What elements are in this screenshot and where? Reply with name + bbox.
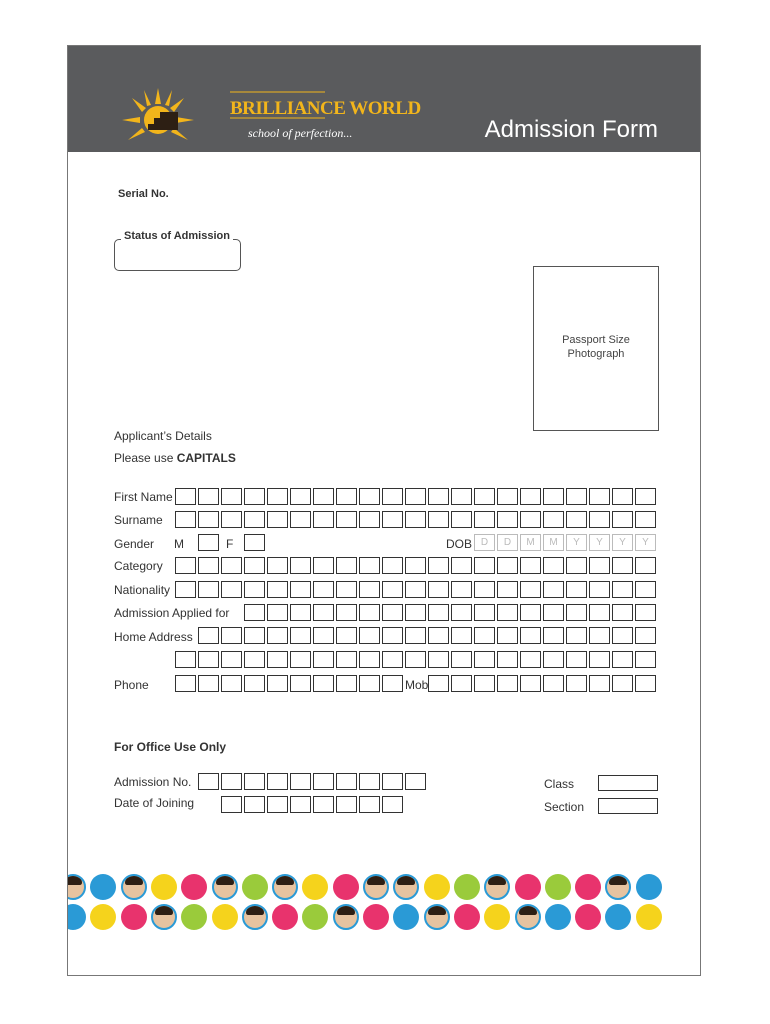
char-box[interactable] xyxy=(336,796,357,813)
char-box[interactable] xyxy=(313,651,334,668)
char-box[interactable] xyxy=(497,627,518,644)
char-box[interactable] xyxy=(589,557,610,574)
char-box[interactable] xyxy=(382,557,403,574)
char-box[interactable] xyxy=(359,796,380,813)
char-box[interactable] xyxy=(474,604,495,621)
child-face-icon xyxy=(272,874,298,900)
color-dot xyxy=(484,904,510,930)
char-box[interactable] xyxy=(382,488,403,505)
char-box[interactable] xyxy=(635,511,656,528)
date-of-joining-label: Date of Joining xyxy=(114,796,195,810)
capitals-text: CAPITALS xyxy=(176,451,236,465)
color-dot xyxy=(605,904,631,930)
office-use-heading: For Office Use Only xyxy=(114,740,227,754)
char-box[interactable] xyxy=(244,534,265,551)
mob-boxes[interactable] xyxy=(428,675,658,692)
color-dot xyxy=(90,874,116,900)
char-box[interactable] xyxy=(198,581,219,598)
char-box[interactable] xyxy=(290,511,311,528)
char-box[interactable] xyxy=(175,675,196,692)
char-box[interactable] xyxy=(635,557,656,574)
child-face-icon xyxy=(393,874,419,900)
char-box[interactable] xyxy=(543,675,564,692)
char-box[interactable] xyxy=(290,604,311,621)
char-box[interactable] xyxy=(566,675,587,692)
char-box[interactable] xyxy=(336,557,357,574)
char-box[interactable] xyxy=(267,627,288,644)
char-box[interactable] xyxy=(290,627,311,644)
char-box[interactable] xyxy=(428,627,449,644)
first-name-boxes[interactable] xyxy=(175,488,658,505)
char-box[interactable] xyxy=(382,773,403,790)
char-box[interactable] xyxy=(336,581,357,598)
char-box[interactable] xyxy=(428,675,449,692)
char-box[interactable] xyxy=(359,581,380,598)
char-box[interactable] xyxy=(451,581,472,598)
char-box[interactable] xyxy=(313,627,334,644)
char-box[interactable] xyxy=(612,488,633,505)
char-box[interactable] xyxy=(520,675,541,692)
char-box[interactable] xyxy=(520,511,541,528)
color-dot xyxy=(181,904,207,930)
char-box[interactable] xyxy=(451,627,472,644)
admission-form-page xyxy=(67,45,701,976)
char-box[interactable] xyxy=(543,488,564,505)
char-box[interactable] xyxy=(612,511,633,528)
char-box[interactable] xyxy=(336,651,357,668)
char-box[interactable] xyxy=(612,627,633,644)
form-header xyxy=(68,46,700,152)
char-box[interactable] xyxy=(382,604,403,621)
char-box[interactable] xyxy=(428,488,449,505)
char-box[interactable] xyxy=(336,627,357,644)
char-box[interactable] xyxy=(589,488,610,505)
class-field[interactable] xyxy=(598,775,658,791)
char-box[interactable] xyxy=(451,675,472,692)
dob-char-box[interactable]: D xyxy=(497,534,518,551)
char-box[interactable] xyxy=(359,488,380,505)
char-box[interactable] xyxy=(290,773,311,790)
nationality-label: Nationality xyxy=(114,583,171,597)
char-box[interactable] xyxy=(221,773,242,790)
section-field[interactable] xyxy=(598,798,658,814)
char-box[interactable] xyxy=(451,511,472,528)
char-box[interactable] xyxy=(198,557,219,574)
color-dot xyxy=(151,874,177,900)
mob-label: Mob xyxy=(405,678,429,692)
child-face-icon xyxy=(484,874,510,900)
child-face-icon xyxy=(333,904,359,930)
char-box[interactable] xyxy=(267,796,288,813)
char-box[interactable] xyxy=(221,675,242,692)
color-dot xyxy=(90,904,116,930)
logo-name: BRILLIANCE WORLD xyxy=(230,98,421,119)
char-box[interactable] xyxy=(336,773,357,790)
char-box[interactable] xyxy=(290,581,311,598)
char-box[interactable] xyxy=(221,796,242,813)
char-box[interactable] xyxy=(589,627,610,644)
color-dot xyxy=(515,874,541,900)
char-box[interactable] xyxy=(382,511,403,528)
applicant-details-heading: Applicant’s Details xyxy=(114,429,212,443)
char-box[interactable] xyxy=(313,511,334,528)
color-dot xyxy=(67,904,86,930)
char-box[interactable] xyxy=(405,581,426,598)
char-box[interactable] xyxy=(405,488,426,505)
char-box[interactable] xyxy=(359,675,380,692)
char-box[interactable] xyxy=(566,557,587,574)
color-dot xyxy=(212,904,238,930)
char-box[interactable] xyxy=(175,581,196,598)
char-box[interactable] xyxy=(635,627,656,644)
char-box[interactable] xyxy=(359,773,380,790)
char-box[interactable] xyxy=(543,627,564,644)
char-box[interactable] xyxy=(589,511,610,528)
char-box[interactable] xyxy=(336,675,357,692)
char-box[interactable] xyxy=(336,511,357,528)
char-box[interactable] xyxy=(244,651,265,668)
admission-no-boxes[interactable] xyxy=(198,773,428,790)
char-box[interactable] xyxy=(198,627,219,644)
color-dot xyxy=(302,874,328,900)
color-dot xyxy=(121,904,147,930)
admission-applied-boxes[interactable] xyxy=(244,604,658,621)
char-box[interactable] xyxy=(543,581,564,598)
char-box[interactable] xyxy=(566,581,587,598)
char-box[interactable] xyxy=(267,557,288,574)
char-box[interactable] xyxy=(543,604,564,621)
char-box[interactable] xyxy=(244,488,265,505)
char-box[interactable] xyxy=(244,511,265,528)
char-box[interactable] xyxy=(589,581,610,598)
char-box[interactable] xyxy=(635,488,656,505)
status-of-admission-field[interactable] xyxy=(114,239,241,271)
char-box[interactable] xyxy=(175,651,196,668)
char-box[interactable] xyxy=(244,557,265,574)
char-box[interactable] xyxy=(359,511,380,528)
char-box[interactable] xyxy=(267,773,288,790)
char-box[interactable] xyxy=(566,511,587,528)
char-box[interactable] xyxy=(382,651,403,668)
char-box[interactable] xyxy=(313,581,334,598)
char-box[interactable] xyxy=(267,604,288,621)
char-box[interactable] xyxy=(382,675,403,692)
category-label: Category xyxy=(114,559,163,573)
char-box[interactable] xyxy=(405,511,426,528)
home-address-label: Home Address xyxy=(114,630,193,644)
char-box[interactable] xyxy=(198,651,219,668)
gender-label: Gender xyxy=(114,537,155,551)
gender-f-checkbox[interactable] xyxy=(244,534,267,551)
color-dot xyxy=(363,904,389,930)
color-dot xyxy=(575,874,601,900)
logo-tagline: school of perfection... xyxy=(248,126,353,140)
char-box[interactable] xyxy=(313,773,334,790)
char-box[interactable] xyxy=(543,557,564,574)
dob-char-box[interactable]: M xyxy=(543,534,564,551)
child-face-icon xyxy=(515,904,541,930)
child-face-icon xyxy=(212,874,238,900)
admission-no-label: Admission No. xyxy=(114,775,192,789)
color-dot xyxy=(636,874,662,900)
char-box[interactable] xyxy=(428,511,449,528)
char-box[interactable] xyxy=(175,557,196,574)
char-box[interactable] xyxy=(497,557,518,574)
gender-f-label: F xyxy=(226,537,234,551)
char-box[interactable] xyxy=(520,627,541,644)
surname-boxes[interactable] xyxy=(175,511,658,528)
char-box[interactable] xyxy=(612,675,633,692)
char-box[interactable] xyxy=(497,651,518,668)
char-box[interactable] xyxy=(313,488,334,505)
dob-char-box[interactable]: Y xyxy=(589,534,610,551)
char-box[interactable] xyxy=(520,651,541,668)
char-box[interactable] xyxy=(428,604,449,621)
char-box[interactable] xyxy=(497,488,518,505)
child-face-icon xyxy=(605,874,631,900)
please-use-text: Please use xyxy=(114,451,174,465)
char-box[interactable] xyxy=(428,651,449,668)
char-box[interactable] xyxy=(612,557,633,574)
char-box[interactable] xyxy=(244,604,265,621)
first-name-label: First Name xyxy=(114,490,173,504)
color-dot xyxy=(454,874,480,900)
char-box[interactable] xyxy=(635,604,656,621)
color-dot xyxy=(181,874,207,900)
char-box[interactable] xyxy=(244,581,265,598)
child-face-icon xyxy=(363,874,389,900)
char-box[interactable] xyxy=(451,557,472,574)
char-box[interactable] xyxy=(405,604,426,621)
dob-char-box[interactable]: M xyxy=(520,534,541,551)
dob-char-box[interactable]: Y xyxy=(566,534,587,551)
surname-label: Surname xyxy=(114,513,163,527)
capitals-instruction xyxy=(114,451,236,465)
section-label: Section xyxy=(544,800,585,814)
status-of-admission-label: Status of Admission xyxy=(121,230,233,242)
char-box[interactable] xyxy=(244,773,265,790)
char-box[interactable] xyxy=(290,488,311,505)
char-box[interactable] xyxy=(497,511,518,528)
decorative-dots-band xyxy=(68,874,700,934)
photo-label-line1: Passport Size xyxy=(562,334,630,346)
color-dot xyxy=(424,874,450,900)
char-box[interactable] xyxy=(520,557,541,574)
char-box[interactable] xyxy=(474,581,495,598)
char-box[interactable] xyxy=(175,488,196,505)
char-box[interactable] xyxy=(221,651,242,668)
char-box[interactable] xyxy=(244,675,265,692)
char-box[interactable] xyxy=(359,651,380,668)
dob-char-box[interactable]: Y xyxy=(635,534,656,551)
char-box[interactable] xyxy=(267,675,288,692)
class-label: Class xyxy=(544,777,575,791)
char-box[interactable] xyxy=(290,651,311,668)
color-dot xyxy=(454,904,480,930)
nationality-boxes[interactable] xyxy=(175,581,658,598)
char-box[interactable] xyxy=(566,627,587,644)
char-box[interactable] xyxy=(589,604,610,621)
char-box[interactable] xyxy=(428,581,449,598)
color-dot xyxy=(333,874,359,900)
char-box[interactable] xyxy=(198,675,219,692)
child-face-icon xyxy=(67,874,86,900)
dob-boxes[interactable] xyxy=(474,534,658,551)
color-dot xyxy=(272,904,298,930)
char-box[interactable] xyxy=(198,773,219,790)
char-box[interactable] xyxy=(359,627,380,644)
char-box[interactable] xyxy=(566,651,587,668)
color-dot xyxy=(575,904,601,930)
char-box[interactable] xyxy=(175,511,196,528)
char-box[interactable] xyxy=(612,581,633,598)
phone-boxes[interactable] xyxy=(175,675,405,692)
char-box[interactable] xyxy=(313,557,334,574)
color-dot xyxy=(242,874,268,900)
char-box[interactable] xyxy=(566,604,587,621)
passport-photo-box[interactable] xyxy=(533,266,659,431)
char-box[interactable] xyxy=(474,627,495,644)
date-of-joining-boxes[interactable] xyxy=(221,796,405,813)
char-box[interactable] xyxy=(520,604,541,621)
char-box[interactable] xyxy=(451,488,472,505)
char-box[interactable] xyxy=(244,796,265,813)
dob-label: DOB xyxy=(446,537,473,551)
char-box[interactable] xyxy=(543,651,564,668)
child-face-icon xyxy=(151,904,177,930)
char-box[interactable] xyxy=(221,557,242,574)
char-box[interactable] xyxy=(474,651,495,668)
char-box[interactable] xyxy=(543,511,564,528)
char-box[interactable] xyxy=(198,511,219,528)
phone-label: Phone xyxy=(114,678,149,692)
char-box[interactable] xyxy=(290,796,311,813)
color-dot xyxy=(545,874,571,900)
char-box[interactable] xyxy=(520,488,541,505)
char-box[interactable] xyxy=(359,604,380,621)
admission-applied-label: Admission Applied for xyxy=(114,606,230,620)
char-box[interactable] xyxy=(451,651,472,668)
char-box[interactable] xyxy=(451,604,472,621)
color-dot xyxy=(302,904,328,930)
char-box[interactable] xyxy=(313,796,334,813)
dob-char-box[interactable]: Y xyxy=(612,534,633,551)
char-box[interactable] xyxy=(267,511,288,528)
dob-char-box[interactable]: D xyxy=(474,534,495,551)
char-box[interactable] xyxy=(244,627,265,644)
char-box[interactable] xyxy=(290,675,311,692)
char-box[interactable] xyxy=(474,557,495,574)
char-box[interactable] xyxy=(497,675,518,692)
char-box[interactable] xyxy=(635,651,656,668)
char-box[interactable] xyxy=(612,604,633,621)
char-box[interactable] xyxy=(336,488,357,505)
gender-m-checkbox[interactable] xyxy=(198,534,221,551)
child-face-icon xyxy=(121,874,147,900)
char-box[interactable] xyxy=(221,511,242,528)
char-box[interactable] xyxy=(359,557,380,574)
serial-no-label: Serial No. xyxy=(118,188,169,200)
color-dot xyxy=(393,904,419,930)
char-box[interactable] xyxy=(405,627,426,644)
color-dot xyxy=(545,904,571,930)
char-box[interactable] xyxy=(382,581,403,598)
child-face-icon xyxy=(242,904,268,930)
char-box[interactable] xyxy=(635,675,656,692)
char-box[interactable] xyxy=(497,581,518,598)
char-box[interactable] xyxy=(474,675,495,692)
char-box[interactable] xyxy=(589,651,610,668)
char-box[interactable] xyxy=(428,557,449,574)
char-box[interactable] xyxy=(313,604,334,621)
photo-label-line2: Photograph xyxy=(567,348,625,360)
char-box[interactable] xyxy=(612,651,633,668)
gender-m-label: M xyxy=(174,537,184,551)
char-box[interactable] xyxy=(221,488,242,505)
char-box[interactable] xyxy=(497,604,518,621)
char-box[interactable] xyxy=(474,488,495,505)
char-box[interactable] xyxy=(382,627,403,644)
char-box[interactable] xyxy=(336,604,357,621)
child-face-icon xyxy=(424,904,450,930)
char-box[interactable] xyxy=(520,581,541,598)
category-boxes[interactable] xyxy=(175,557,658,574)
char-box[interactable] xyxy=(290,557,311,574)
home-address-boxes-line2[interactable] xyxy=(175,651,658,668)
char-box[interactable] xyxy=(221,581,242,598)
char-box[interactable] xyxy=(198,488,219,505)
char-box[interactable] xyxy=(405,557,426,574)
char-box[interactable] xyxy=(405,651,426,668)
char-box[interactable] xyxy=(198,534,219,551)
char-box[interactable] xyxy=(267,651,288,668)
home-address-boxes-line1[interactable] xyxy=(198,627,658,644)
char-box[interactable] xyxy=(474,511,495,528)
char-box[interactable] xyxy=(267,581,288,598)
char-box[interactable] xyxy=(405,773,426,790)
char-box[interactable] xyxy=(313,675,334,692)
char-box[interactable] xyxy=(635,581,656,598)
char-box[interactable] xyxy=(566,488,587,505)
page-title: Admission Form xyxy=(484,116,658,143)
char-box[interactable] xyxy=(267,488,288,505)
char-box[interactable] xyxy=(382,796,403,813)
char-box[interactable] xyxy=(221,627,242,644)
color-dot xyxy=(636,904,662,930)
char-box[interactable] xyxy=(589,675,610,692)
